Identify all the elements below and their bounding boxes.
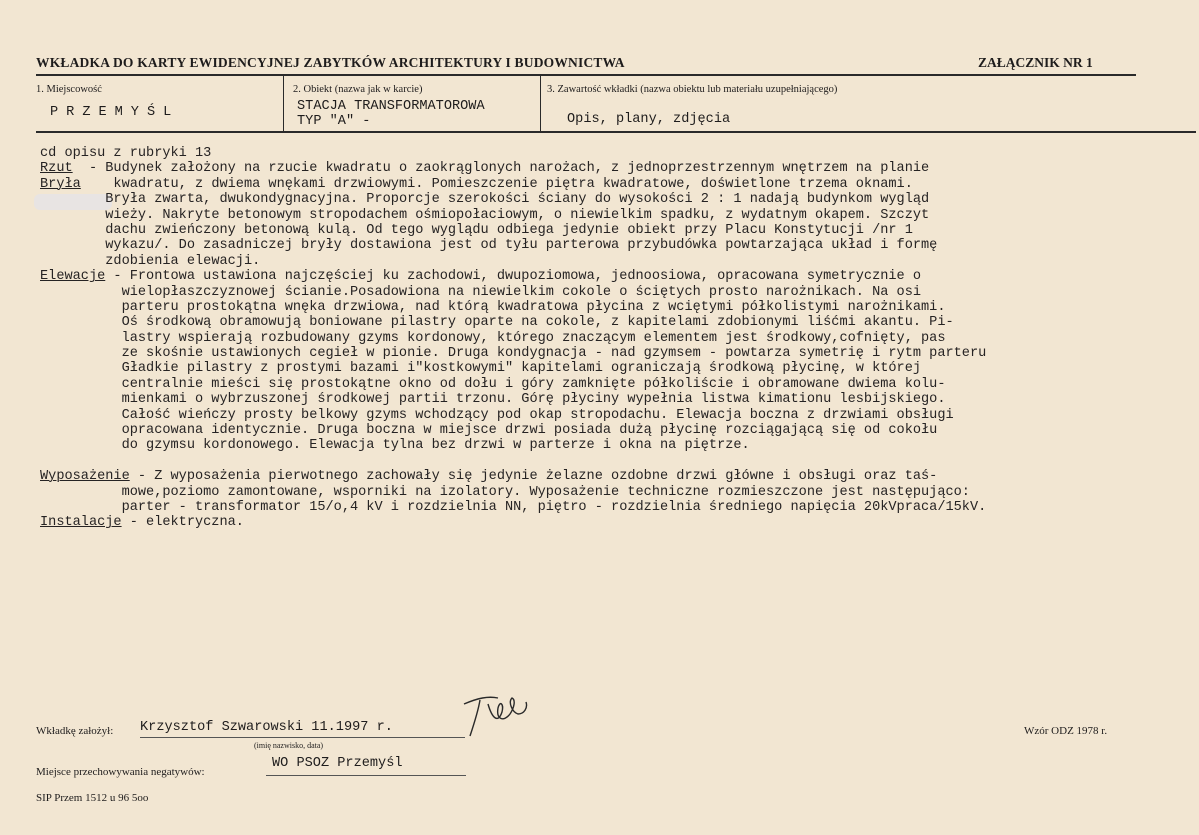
description-line	[40, 423, 1196, 438]
description-line	[40, 223, 1196, 238]
indent	[40, 315, 122, 330]
description-line-text: do gzymsu kordonowego. Elewacja tylna bez drzwi w parterze i okna na piętrze.	[121, 438, 750, 454]
description-line-text: wykazu/. Do zasadniczej bryły dostawiona jest od tyłu parterowa przybudówka powtarzająca układ i formę	[105, 238, 938, 254]
description-line	[40, 254, 1196, 269]
description-line-text: opracowana identycznie. Druga boczna w miejsce drzwi posiada dużą płycinę rozciągającą się od cokołu	[121, 423, 938, 439]
description-line	[40, 515, 1196, 530]
founder-underline	[140, 737, 465, 738]
card-title: WKŁADKA DO KARTY EWIDENCYJNEJ ZABYTKÓW ARCHITEKTURY I BUDOWNICTWA	[36, 55, 625, 70]
description-line-text: - Frontowa ustawiona najczęściej ku zachodowi, dwupoziomowa, jednoosiowa, opracowana symetrycznie o	[105, 269, 922, 285]
indent	[40, 423, 122, 438]
form-label: Wzór ODZ 1978 r.	[1024, 725, 1108, 737]
description-line	[40, 408, 1196, 423]
indent	[40, 500, 122, 515]
indent	[40, 408, 122, 423]
header-bottom-rule	[36, 131, 1196, 133]
description-line-text: mowe,poziomo zamontowane, wsporniki na izolatory. Wyposażenie techniczne rozmieszczone jest następująco:	[121, 484, 970, 500]
storage-underline	[266, 775, 466, 776]
indent	[40, 331, 122, 346]
description-text	[40, 146, 1196, 531]
description-line-text: cd opisu z rubryki 13	[40, 146, 212, 161]
description-line	[40, 392, 1196, 407]
indent	[40, 377, 122, 392]
description-line	[40, 500, 1196, 515]
column-divider-2	[540, 76, 541, 131]
indent	[40, 361, 122, 376]
column-divider-1	[283, 76, 284, 131]
object-value	[297, 99, 485, 129]
founder-label: Wkładkę założył:	[36, 725, 114, 737]
description-line-text: parteru prostokątna wnęka drzwiowa, nad którą kwadratowa płycina z wciętymi półkolistymi narożnikami.	[121, 299, 946, 315]
section-heading: Rzut	[40, 161, 73, 177]
section-heading: Bryła	[40, 176, 81, 192]
content-label: 3. Zawartość wkładki (nazwa obiektu lub materiału uzupełniającego)	[547, 84, 838, 95]
founder-value: Krzysztof Szwarowski 11.1997 r.	[140, 720, 393, 735]
section-heading: Instalacje	[40, 515, 122, 531]
place-label: 1. Miejscowość	[36, 84, 102, 95]
description-line-text: wieży. Nakryte betonowym stropodachem ośmiopołaciowym, o niewielkim spadku, z wydatnym okapem. Szczyt	[105, 207, 930, 223]
indent	[40, 238, 105, 253]
storage-value: WO PSOZ Przemyśl	[272, 756, 403, 771]
description-line	[40, 192, 1196, 207]
description-line	[40, 377, 1196, 392]
indent	[40, 438, 122, 453]
indent	[40, 485, 122, 500]
description-line	[40, 454, 1196, 469]
description-line-text: centralnie mieści się prostokątne okno od dołu i góry zamknięte półkoliście i obramowane dwiema kolu-	[121, 376, 946, 392]
indent	[40, 300, 122, 315]
description-line	[40, 269, 1196, 284]
description-line-text: kwadratu, z dwiema wnękami drzwiowymi. Pomieszczenie piętra kwadratowe, doświetlone trzema oknami.	[80, 176, 913, 192]
content-value: Opis, plany, zdjęcia	[567, 112, 731, 127]
description-line-text: dachu zwieńczony betonową kulą. Od tego wyglądu odbiega jedynie obiekt przy Placu Konstytucji /nr 1	[105, 222, 913, 238]
description-line-text: Gładkie pilastry z prostymi bazami i"kostkowymi" kapitelami ograniczają środkową płycinę, w której	[121, 361, 922, 377]
description-line	[40, 438, 1196, 453]
founder-hint: (imię nazwisko, data)	[254, 741, 324, 750]
indent	[40, 392, 122, 407]
place-value: PRZEMYŚL	[50, 105, 180, 120]
description-line-text: - elektryczna.	[121, 515, 244, 531]
description-line-text: ze skośnie ustawionych cegieł w pionie. Druga kondygnacja - nad gzymsem - powtarza symetrię i rytm parteru	[121, 346, 987, 362]
description-line	[40, 300, 1196, 315]
indent	[40, 346, 122, 361]
description-line-text: Całość wieńczy prosty belkowy gzyms wchodzący pod okap stropodachu. Elewacja boczna z drzwiami obsługi	[121, 407, 954, 423]
description-line	[40, 346, 1196, 361]
description-line	[40, 285, 1196, 300]
indent	[40, 285, 122, 300]
indent	[40, 208, 105, 223]
print-code: SIP Przem 1512 u 96 5oo	[36, 792, 149, 804]
indent	[40, 254, 105, 269]
indent	[40, 192, 105, 207]
object-value-line2: TYP "A" -	[297, 114, 371, 129]
object-label: 2. Obiekt (nazwa jak w karcie)	[293, 84, 423, 95]
description-line-text: - Budynek założony na rzucie kwadratu o zaokrąglonych narożach, z jednoprzestrzennym wnętrzem na planie	[72, 161, 930, 177]
object-value-line1: STACJA TRANSFORMATOROWA	[297, 99, 485, 114]
description-line	[40, 238, 1196, 253]
description-line	[40, 177, 1196, 192]
description-line	[40, 361, 1196, 376]
description-line-text: zdobienia elewacji.	[105, 253, 261, 269]
description-line	[40, 315, 1196, 330]
description-line-text: parter - transformator 15/o,4 kV i rozdzielnia NN, piętro - rozdzielnia średniego napięcia 20kVpraca/15kV.	[121, 499, 987, 515]
storage-label: Miejsce przechowywania negatywów:	[36, 766, 205, 778]
description-line-text: Bryła zwarta, dwukondygnacyjna. Proporcje szerokości ściany do wysokości 2 : 1 nadają budynkom wygląd	[105, 192, 930, 208]
header-top-rule	[36, 74, 1136, 76]
section-heading: Elewacje	[40, 269, 106, 285]
description-line	[40, 146, 1196, 161]
description-line	[40, 161, 1196, 176]
description-line	[40, 331, 1196, 346]
indent	[40, 223, 105, 238]
description-line	[40, 469, 1196, 484]
signature-image	[458, 692, 532, 742]
description-line-text: - Z wyposażenia pierwotnego zachowały się jedynie żelazne ozdobne drzwi główne i obsługi oraz taś-	[129, 469, 938, 485]
description-line-text: wielopłaszczyznowej ścianie.Posadowiona na niewielkim cokole o ściętych prosto narożnikach. Na osi	[121, 284, 922, 300]
description-line	[40, 485, 1196, 500]
section-heading: Wyposażenie	[40, 469, 130, 485]
description-line-text: mienkami o wybrzuszonej środkowej partii trzonu. Górę płyciny wypełnia listwa kimationu lesbijskiego.	[121, 392, 946, 408]
description-line	[40, 208, 1196, 223]
annex-number: ZAŁĄCZNIK NR 1	[978, 55, 1093, 70]
description-line-text: Oś środkową obramowują boniowane pilastry oparte na cokole, z kapitelami zdobionymi liśćmi akantu. Pi-	[121, 315, 954, 331]
description-line-text: lastry wspierają rozbudowany gzyms kordonowy, którego znaczącym elementem jest środkowy,cofnięty, pas	[121, 330, 946, 346]
